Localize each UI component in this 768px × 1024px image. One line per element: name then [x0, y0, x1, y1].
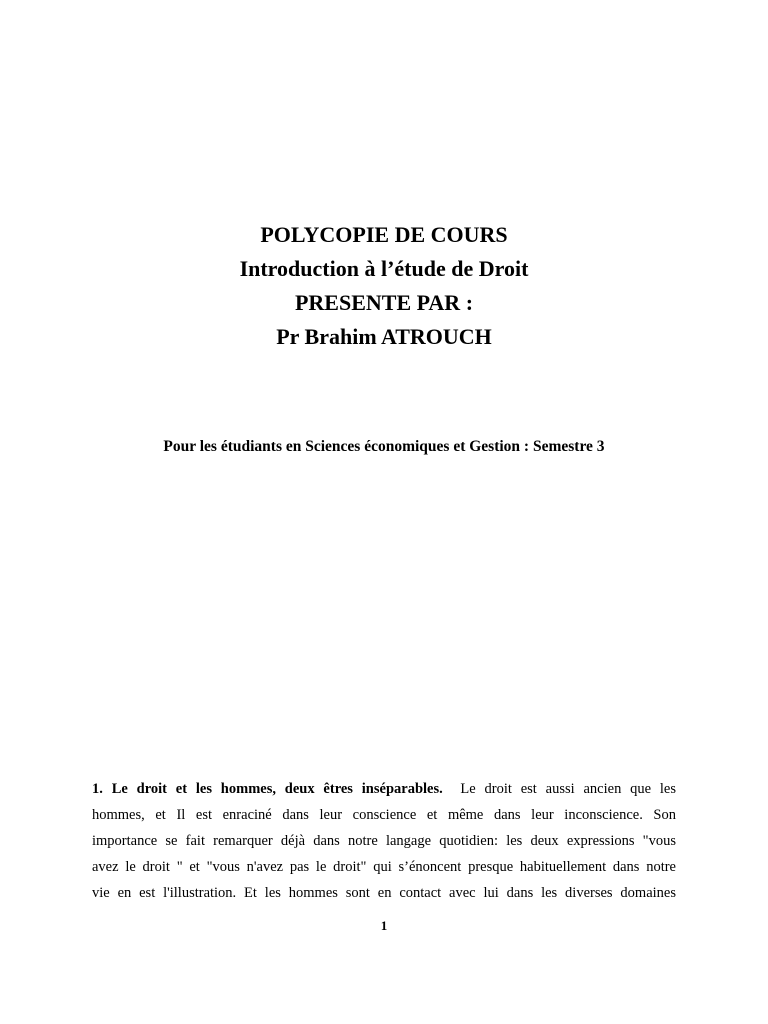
title-line-author: Pr Brahim ATROUCH	[276, 324, 492, 349]
title-line-course-name: Introduction à l’étude de Droit	[239, 256, 529, 281]
paragraph-line: avez le droit " et "vous n'avez pas le droit" qui s’énoncent presque habituellement dans notre	[92, 859, 676, 875]
paragraph-line: importance se fait remarquer déjà dans notre langage quotidien: les deux expressions "vous	[92, 833, 676, 849]
paragraph-line	[92, 776, 676, 802]
title-line-presented-by: PRESENTE PAR :	[294, 290, 474, 315]
cover-title-block	[0, 224, 768, 360]
paragraph-line: hommes, et Il est enraciné dans leur conscience et même dans leur inconscience. Son	[92, 807, 676, 823]
audience-subtitle: Pour les étudiants en Sciences économiques et Gestion : Semestre 3	[163, 438, 605, 455]
title-line-course-notes: POLYCOPIE DE COURS	[260, 222, 508, 247]
section-heading: 1. Le droit et les hommes, deux êtres inséparables.	[92, 781, 443, 797]
page-number: 1	[380, 918, 388, 933]
section-paragraph	[92, 776, 676, 906]
paragraph-line-text: Le droit est aussi ancien que les	[460, 781, 676, 797]
paragraph-line: vie en est l'illustration. Et les hommes sont en contact avec lui dans les diverses domaines	[92, 885, 676, 901]
